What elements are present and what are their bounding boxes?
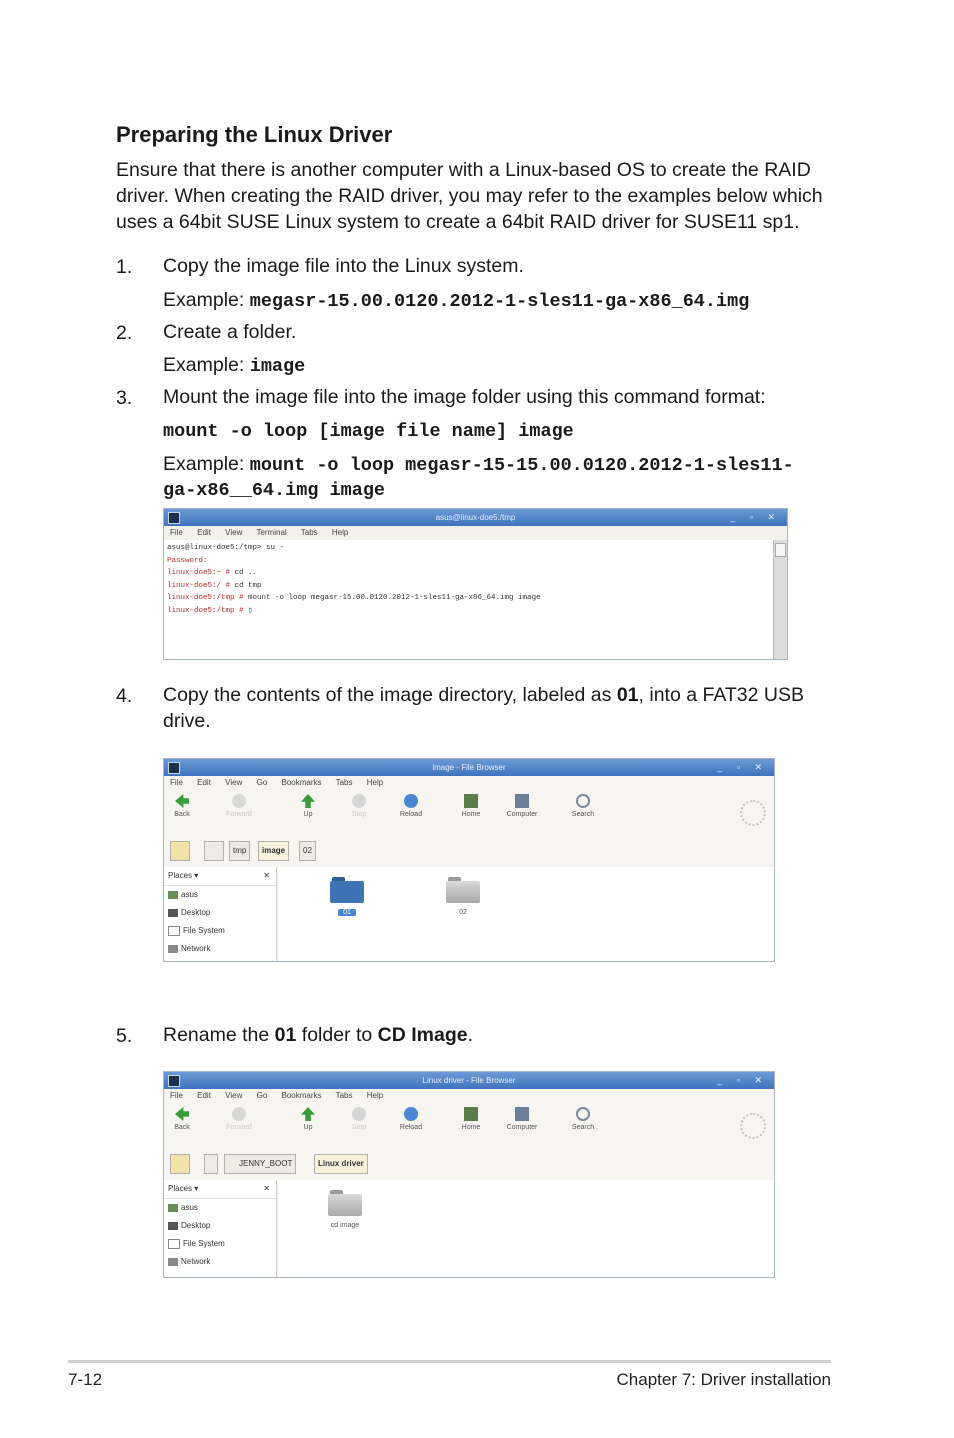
terminal-scrollbar[interactable] [773,540,787,659]
terminal-line: linux-doe5:~ # cd .. [167,569,258,577]
example-code: image [249,356,306,377]
terminal-line: linux-doe5:/tmp # ▯ [167,606,253,615]
sidebar-item-network[interactable]: Network [164,940,276,958]
example-label: Example: [163,289,245,311]
menu-item[interactable]: File [170,1091,183,1100]
step-text: Mount the image file into the image folder using this command format: [163,386,766,408]
stop-button[interactable]: Stop [339,794,379,818]
window-title: Linux driver - File Browser [422,1076,516,1085]
menu-item[interactable]: Help [366,778,384,787]
example-code-cont: ga-x86__64.img image [163,480,386,501]
scroll-thumb[interactable] [775,543,786,557]
sidebar-item-desktop[interactable]: Desktop [164,904,276,922]
path-button[interactable]: 02 [299,841,316,861]
home-button[interactable]: Home [451,1107,491,1131]
sidebar-item-filesystem[interactable]: File System [164,922,276,940]
step-number: 2. [116,322,133,344]
search-icon [576,794,590,808]
menu-item[interactable]: Edit [197,528,211,537]
menu-item[interactable]: Bookmarks [281,778,322,787]
stop-icon [352,1107,366,1121]
up-button[interactable]: Up [288,1107,328,1131]
throbber-icon [740,1113,766,1139]
home-icon [464,794,478,808]
sidebar-item-desktop[interactable]: Desktop [164,1217,276,1235]
menu-item[interactable]: Tabs [335,1091,353,1100]
close-icon: ✕ [263,871,270,880]
terminal-menubar [164,526,787,540]
computer-icon [515,794,529,808]
step-number: 4. [116,685,133,707]
stop-button[interactable]: Stop [339,1107,379,1131]
step-text: Copy the contents of the image directory, labeled as 01, into a FAT32 USB drive. [163,684,804,732]
file-browser-window [163,1071,775,1278]
forward-button[interactable]: Forward [219,794,259,818]
terminal-line: asus@linux-doe5:/tmp> su - [167,544,285,552]
step-number: 1. [116,256,133,278]
window-controls[interactable]: _ ▫ ✕ [717,1075,768,1085]
step-example [163,352,833,380]
folder-label[interactable]: cd image [330,1222,360,1229]
step-text: Rename the 01 folder to CD Image. [163,1024,474,1046]
path-toggle-icon[interactable] [204,1154,218,1174]
terminal-line: linux-doe5:/ # cd tmp [167,581,262,590]
back-button[interactable]: Back [163,1107,202,1131]
up-button[interactable]: Up [288,794,328,818]
home-icon [464,1107,478,1121]
example-code: megasr-15.00.0120.2012-1-sles11-ga-x86_64.img [249,291,750,312]
menu-item[interactable]: File [170,528,183,537]
reload-button[interactable]: Reload [391,1107,431,1131]
terminal-line: linux-doe5:/tmp # mount -o loop megasr-15.00.0120.2012-1-sles11-ga-x86_64.img image [167,594,541,602]
chapter-title: Chapter 7: Driver installation [616,1370,831,1389]
command-format: mount -o loop [image file name] image [163,421,574,442]
places-sidebar [164,1180,277,1277]
location-bar [164,1149,774,1177]
back-button[interactable]: Back [163,794,202,818]
terminal-window [163,508,788,660]
close-icon: ✕ [263,1184,270,1193]
browser-menubar [164,1089,774,1103]
folder-app-icon [168,762,180,774]
reload-button[interactable]: Reload [391,794,431,818]
menu-item[interactable]: Help [366,1091,384,1100]
browser-titlebar [164,1072,774,1089]
terminal-icon [168,512,180,524]
browser-titlebar [164,759,774,776]
folder-app-icon [168,1075,180,1087]
computer-button[interactable]: Computer [502,794,542,818]
places-sidebar [164,867,277,961]
menu-item[interactable]: Go [256,778,268,787]
path-button[interactable]: JENNY_BOOT [224,1154,296,1174]
terminal-output[interactable] [164,540,787,619]
terminal-titlebar [164,509,787,526]
drive-icon [168,1239,180,1249]
path-button-active[interactable]: Linux driver [314,1154,368,1174]
menu-item[interactable]: View [225,1091,243,1100]
folder-icon[interactable] [328,1190,362,1216]
menu-item[interactable]: View [225,528,243,537]
path-button[interactable]: tmp [229,841,250,861]
step-text: Copy the image file into the Linux system. [163,255,524,277]
path-button-active[interactable]: image [258,841,289,861]
example-label: Example: [163,354,245,376]
network-icon [168,1258,178,1266]
intro-paragraph: Ensure that there is another computer with a Linux-based OS to create the RAID driver. When creating the RAID driver, you may refer to the examples below which uses a 64bit SUSE Linux system to create a 64bit RAID driver for SUSE11 sp1. [116,159,823,233]
network-icon [168,945,178,953]
menu-item[interactable]: View [225,778,243,787]
folder-label[interactable]: 02 [459,909,467,916]
step-example [163,451,833,479]
menu-item[interactable]: Tabs [335,778,353,787]
file-view[interactable] [278,867,774,961]
desktop-icon [168,1222,178,1230]
file-view[interactable] [278,1180,774,1277]
sidebar-item-filesystem[interactable]: File System [164,1235,276,1253]
forward-arrow-icon [232,1107,246,1121]
menu-item[interactable]: Edit [197,1091,211,1100]
window-title: asus@linux-doe5:/tmp [435,513,516,522]
desktop-icon [168,909,178,917]
edit-location-icon[interactable] [170,841,190,861]
step-number: 5. [116,1025,133,1047]
folder-icon[interactable] [330,877,364,903]
page-number: 7-12 [68,1370,103,1389]
forward-arrow-icon [232,794,246,808]
places-header[interactable]: Places ▾ ✕ [164,1180,276,1199]
sidebar-item-home[interactable]: asus [164,1199,276,1217]
window-title: image - File Browser [432,763,506,772]
menu-item[interactable]: Bookmarks [281,1091,322,1100]
sidebar-item-home[interactable]: asus [164,886,276,904]
menu-item[interactable]: File [170,778,183,787]
footer-rule [68,1360,831,1363]
step-example [163,287,833,315]
computer-icon [515,1107,529,1121]
home-button[interactable]: Home [451,794,491,818]
search-button[interactable]: Search [563,1107,603,1131]
menu-item[interactable]: Help [331,528,349,537]
step-number: 3. [116,387,133,409]
browser-menubar [164,776,774,790]
location-bar [164,836,774,864]
terminal-line: Password: [167,556,208,565]
places-header[interactable]: Places ▾ ✕ [164,867,276,886]
menu-item[interactable]: Tabs [300,528,318,537]
home-folder-icon [168,1204,178,1212]
section-heading: Preparing the Linux Driver [116,122,393,147]
search-button[interactable]: Search [563,794,603,818]
window-controls[interactable]: _ ▫ ✕ [730,512,781,522]
up-arrow-icon [301,794,315,808]
drive-icon [168,926,180,936]
reload-icon [404,794,418,808]
sidebar-item-network[interactable]: Network [164,1253,276,1271]
forward-button[interactable]: Forward [219,1107,259,1131]
up-arrow-icon [301,1107,315,1121]
reload-icon [404,1107,418,1121]
computer-button[interactable]: Computer [502,1107,542,1131]
example-label: Example: [163,453,245,475]
menu-item[interactable]: Edit [197,778,211,787]
folder-label[interactable]: 01 [317,909,377,916]
window-controls[interactable]: _ ▫ ✕ [717,762,768,772]
back-arrow-icon [175,794,189,808]
edit-location-icon[interactable] [170,1154,190,1174]
file-browser-window [163,758,775,962]
example-code: mount -o loop megasr-15-15.00.0120.2012-1-sles11- [249,455,794,476]
menu-item[interactable]: Go [256,1091,268,1100]
menu-item[interactable]: Terminal [256,528,287,537]
browser-toolbar [164,1103,774,1149]
folder-icon[interactable] [446,877,480,903]
step-text: Create a folder. [163,321,297,343]
home-folder-icon [168,891,178,899]
stop-icon [352,794,366,808]
throbber-icon [740,800,766,826]
search-icon [576,1107,590,1121]
back-arrow-icon [175,1107,189,1121]
browser-toolbar [164,790,774,836]
path-toggle-icon[interactable] [204,841,224,861]
